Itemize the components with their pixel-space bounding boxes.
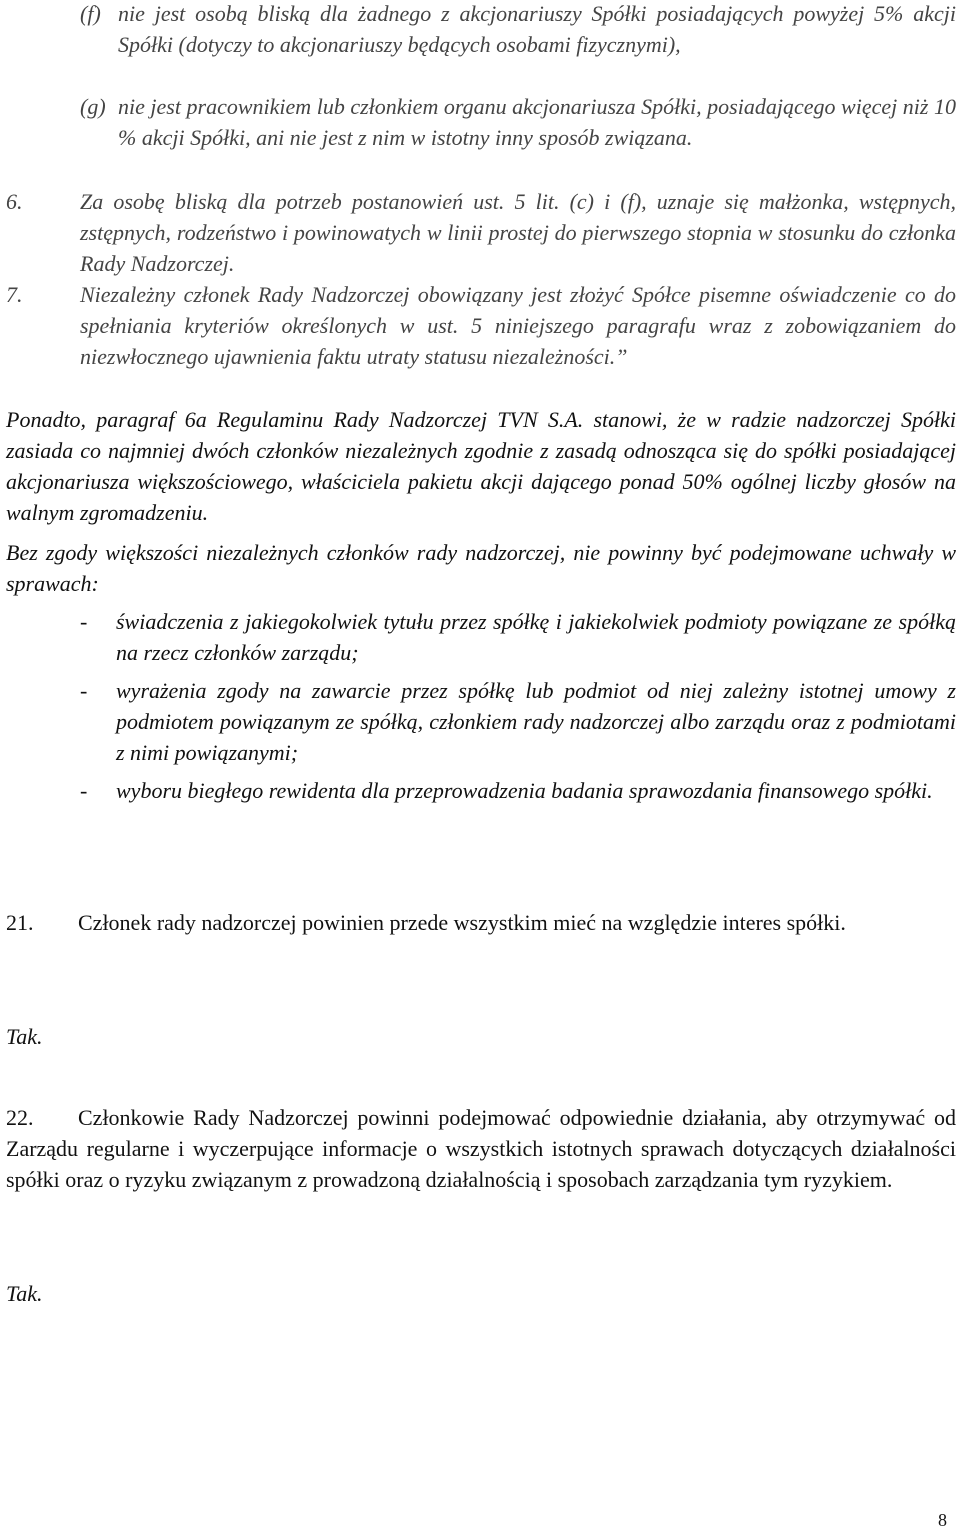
paragraph-ponadto: Ponadto, paragraf 6a Regulaminu Rady Nadzorczej TVN S.A. stanowi, że w radzie nadzorczej Spółki zasiada co najmniej dwóch członków niezależnych zgodnie z zasadą odnosząca się do spółki posiadającej akcjonariusza większościowego, właściciela pakietu akcji dającego ponad 50% ogólnej liczby głosów na walnym zgromadzeniu.	[6, 407, 956, 525]
answer-21: Tak.	[6, 1024, 43, 1049]
question-text: Członkowie Rady Nadzorczej powinni podejmować odpowiednie działania, aby otrzymywać od Zarządu regularne i wyczerpujące informacje o wszystkich istotnych sprawach dotyczących działalności spółki oraz o ryzyku związanym z prowadzoną działalnością i sposobach zarządzania tym ryzykiem.	[6, 1105, 956, 1192]
list-item-label: (g)	[80, 94, 106, 119]
dash-item-text: świadczenia z jakiegokolwiek tytułu przez spółkę i jakiekolwiek podmioty powiązane ze spółką na rzecz członków zarządu;	[116, 609, 956, 665]
question-22	[6, 1102, 956, 1195]
question-21	[6, 907, 956, 938]
question-number: 21.	[6, 910, 34, 935]
point-text: Niezależny członek Rady Nadzorczej obowiązany jest złożyć Spółce pisemne oświadczenie co do spełniania kryteriów określonych w ust. 5 niniejszego paragrafu wraz z zobowiązaniem do niezwłocznego ujawnienia faktu utraty statusu niezależności.”	[80, 282, 956, 369]
dash-bullet: -	[80, 678, 88, 703]
question-number: 22.	[6, 1105, 34, 1130]
page-number: 8	[938, 1510, 947, 1530]
dash-bullet: -	[80, 609, 88, 634]
point-number: 7.	[6, 282, 23, 307]
answer-22: Tak.	[6, 1281, 43, 1306]
question-text: Członek rady nadzorczej powinien przede wszystkim mieć na względzie interes spółki.	[78, 910, 846, 935]
dash-item-text: wyboru biegłego rewidenta dla przeprowadzenia badania sprawozdania finansowego spółki.	[116, 778, 933, 803]
dash-item-text: wyrażenia zgody na zawarcie przez spółkę lub podmiot od niej zależny istotnej umowy z podmiotem powiązanym ze spółką, członkiem rady nadzorczej albo zarządu oraz z podmiotami z nimi powiązanymi;	[116, 678, 956, 765]
list-item-text: nie jest pracownikiem lub członkiem organu akcjonariusza Spółki, posiadającego więcej niż 10 % akcji Spółki, ani nie jest z nim w istotny inny sposób związana.	[118, 94, 956, 150]
paragraph-bez-zgody: Bez zgody większości niezależnych członków rady nadzorczej, nie powinny być podejmowane uchwały w sprawach:	[6, 540, 956, 596]
list-item-text: nie jest osobą bliską dla żadnego z akcjonariuszy Spółki posiadających powyżej 5% akcji Spółki (dotyczy to akcjonariuszy będących osobami fizycznymi),	[118, 1, 956, 57]
point-number: 6.	[6, 189, 23, 214]
list-item-label: (f)	[80, 1, 101, 26]
dash-bullet: -	[80, 778, 88, 803]
point-text: Za osobę bliską dla potrzeb postanowień ust. 5 lit. (c) i (f), uznaje się małżonka, wstępnych, zstępnych, rodzeństwo i powinowatych w linii prostej do pierwszego stopnia w stosunku do członka Rady Nadzorczej.	[80, 189, 956, 276]
